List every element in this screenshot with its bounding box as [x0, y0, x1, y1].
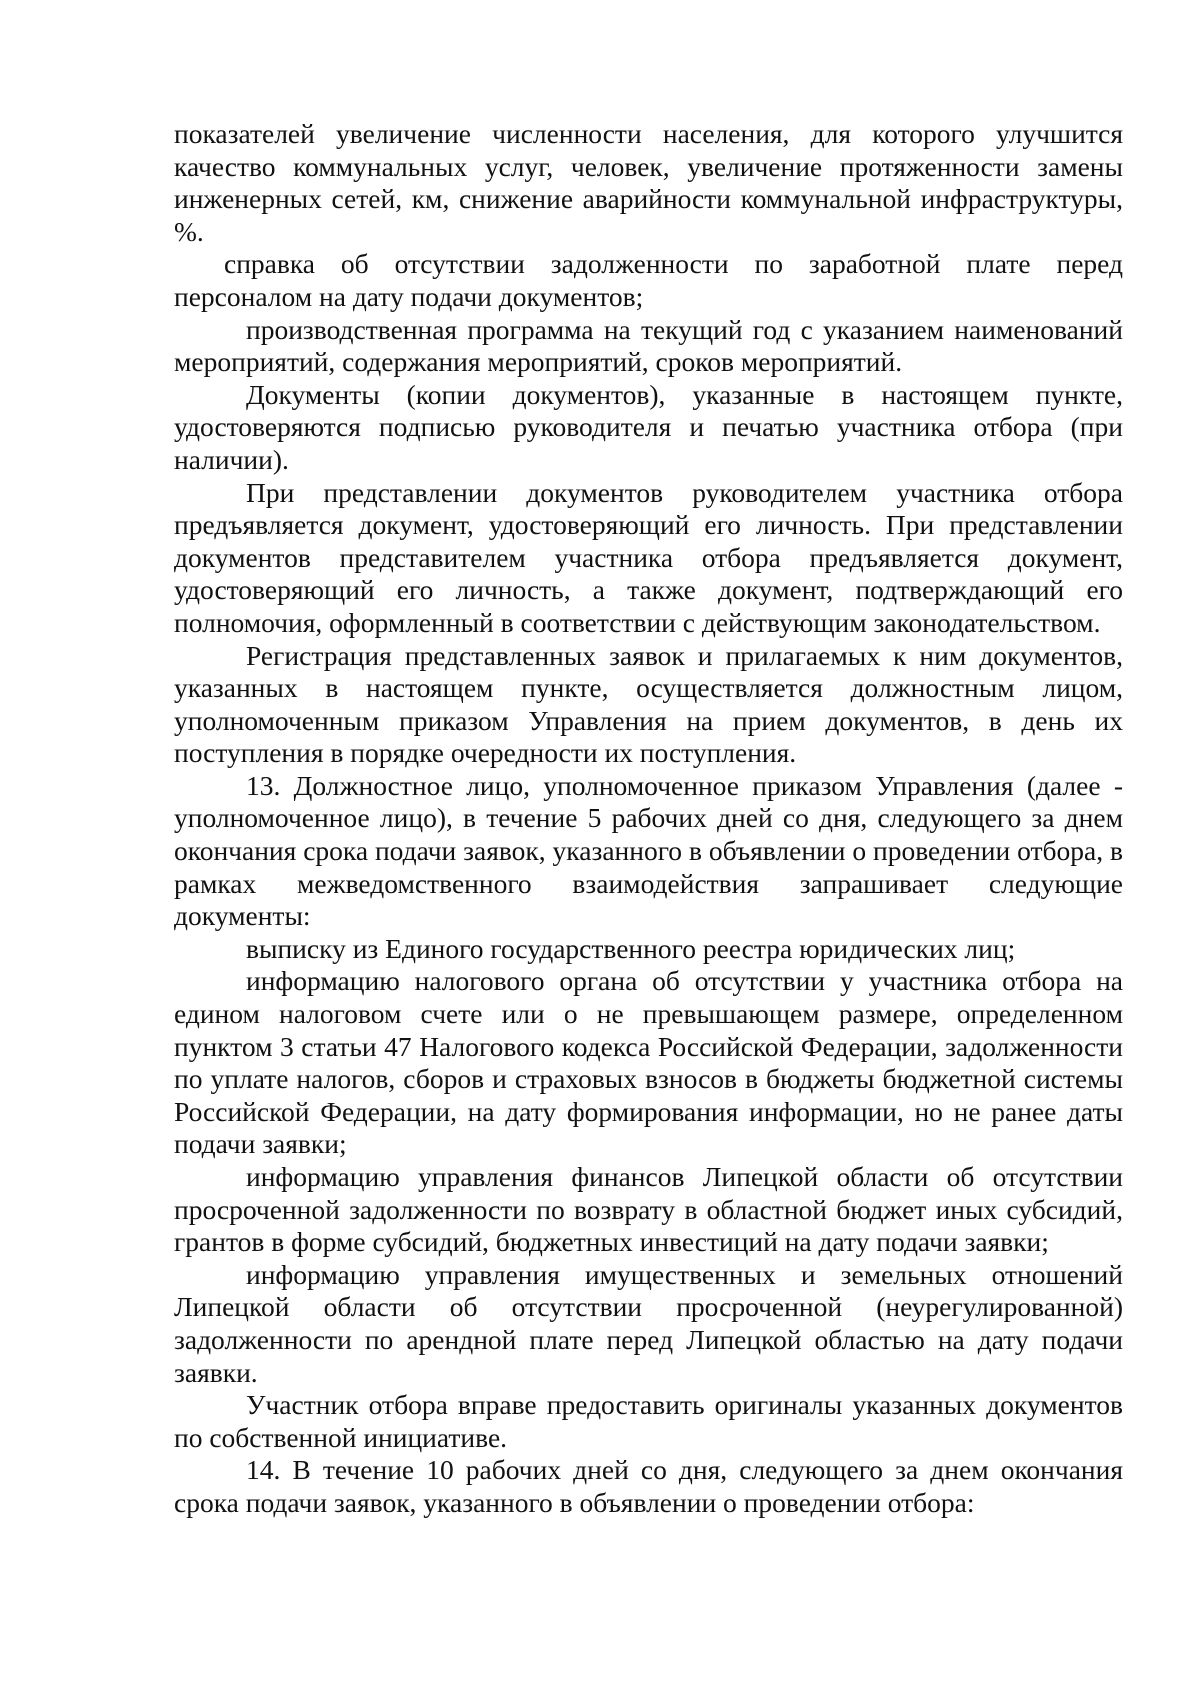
paragraph-property-department-info: информацию управления имущественных и земельных отношений Липецкой области об отсутствии просроченной (неурегулированной) задолженности по арендной плате перед Липецкой областью на дату подачи заявки. — [174, 1258, 1123, 1388]
paragraph-application-registration: Регистрация представленных заявок и прилагаемых к ним документов, указанных в настоящем пункте, осуществляется должностным лицом, уполномоченным приказом Управления на прием документов, в день их поступления в порядке очередности их поступления. — [174, 639, 1123, 769]
paragraph-egrul-extract: выписку из Единого государственного реестра юридических лиц; — [246, 932, 1016, 964]
paragraph-salary-debt-certificate: справка об отсутствии задолженности по заработной плате перед персоналом на дату подачи документов; — [174, 248, 1123, 312]
document-page — [174, 118, 1123, 1520]
paragraph-tax-authority-info: информацию налогового органа об отсутствии у участника отбора на едином налоговом счете или о не превышающем размере, определенном пунктом 3 статьи 47 Налогового кодекса Российской Федерации, задолженности по уплате налогов, сборов и страховых взносов в бюджеты бюджетной системы Российской Федерации, на дату формирования информации, но не ранее даты подачи заявки; — [174, 965, 1123, 1160]
paragraph-production-program: производственная программа на текущий год с указанием наименований мероприятий, содержания мероприятий, сроков мероприятий. — [174, 313, 1123, 378]
paragraph-identity-documents: При представлении документов руководителем участника отбора предъявляется документ, удостоверяющий его личность. При представлении документов представителем участника отбора предъявляется документ, удостоверяющий его личность, а также документ, подтверждающий его полномочия, оформленный в соответствии с действующим законодательством. — [174, 476, 1123, 638]
paragraph-clause-13: 13. Должностное лицо, уполномоченное приказом Управления (далее - уполномоченное лицо), в течение 5 рабочих дней со дня, следующего за днем окончания срока подачи заявок, указанного в объявлении о проведении отбора, в рамках межведомственного взаимодействия запрашивает следующие документы: — [174, 769, 1123, 932]
paragraph-document-certification: Документы (копии документов), указанные в настоящем пункте, удостоверяются подписью руководителя и печатью участника отбора (при наличии). — [174, 378, 1123, 475]
paragraph-originals-right: Участник отбора вправе предоставить оригиналы указанных документов по собственной инициативе. — [174, 1389, 1123, 1453]
paragraph-indicators-continuation: показателей увеличение численности населения, для которого улучшится качество коммунальных услуг, человек, увеличение протяженности замены инженерных сетей, км, снижение аварийности коммунальной инфраструктуры, %. — [174, 118, 1123, 247]
paragraph-finance-department-info: информацию управления финансов Липецкой области об отсутствии просроченной задолженности по возврату в областной бюджет иных субсидий, грантов в форме субсидий, бюджетных инвестиций на дату подачи заявки; — [174, 1161, 1123, 1258]
paragraph-clause-14: 14. В течение 10 рабочих дней со дня, следующего за днем окончания срока подачи заявок, указанного в объявлении о проведении отбора: — [174, 1454, 1123, 1518]
